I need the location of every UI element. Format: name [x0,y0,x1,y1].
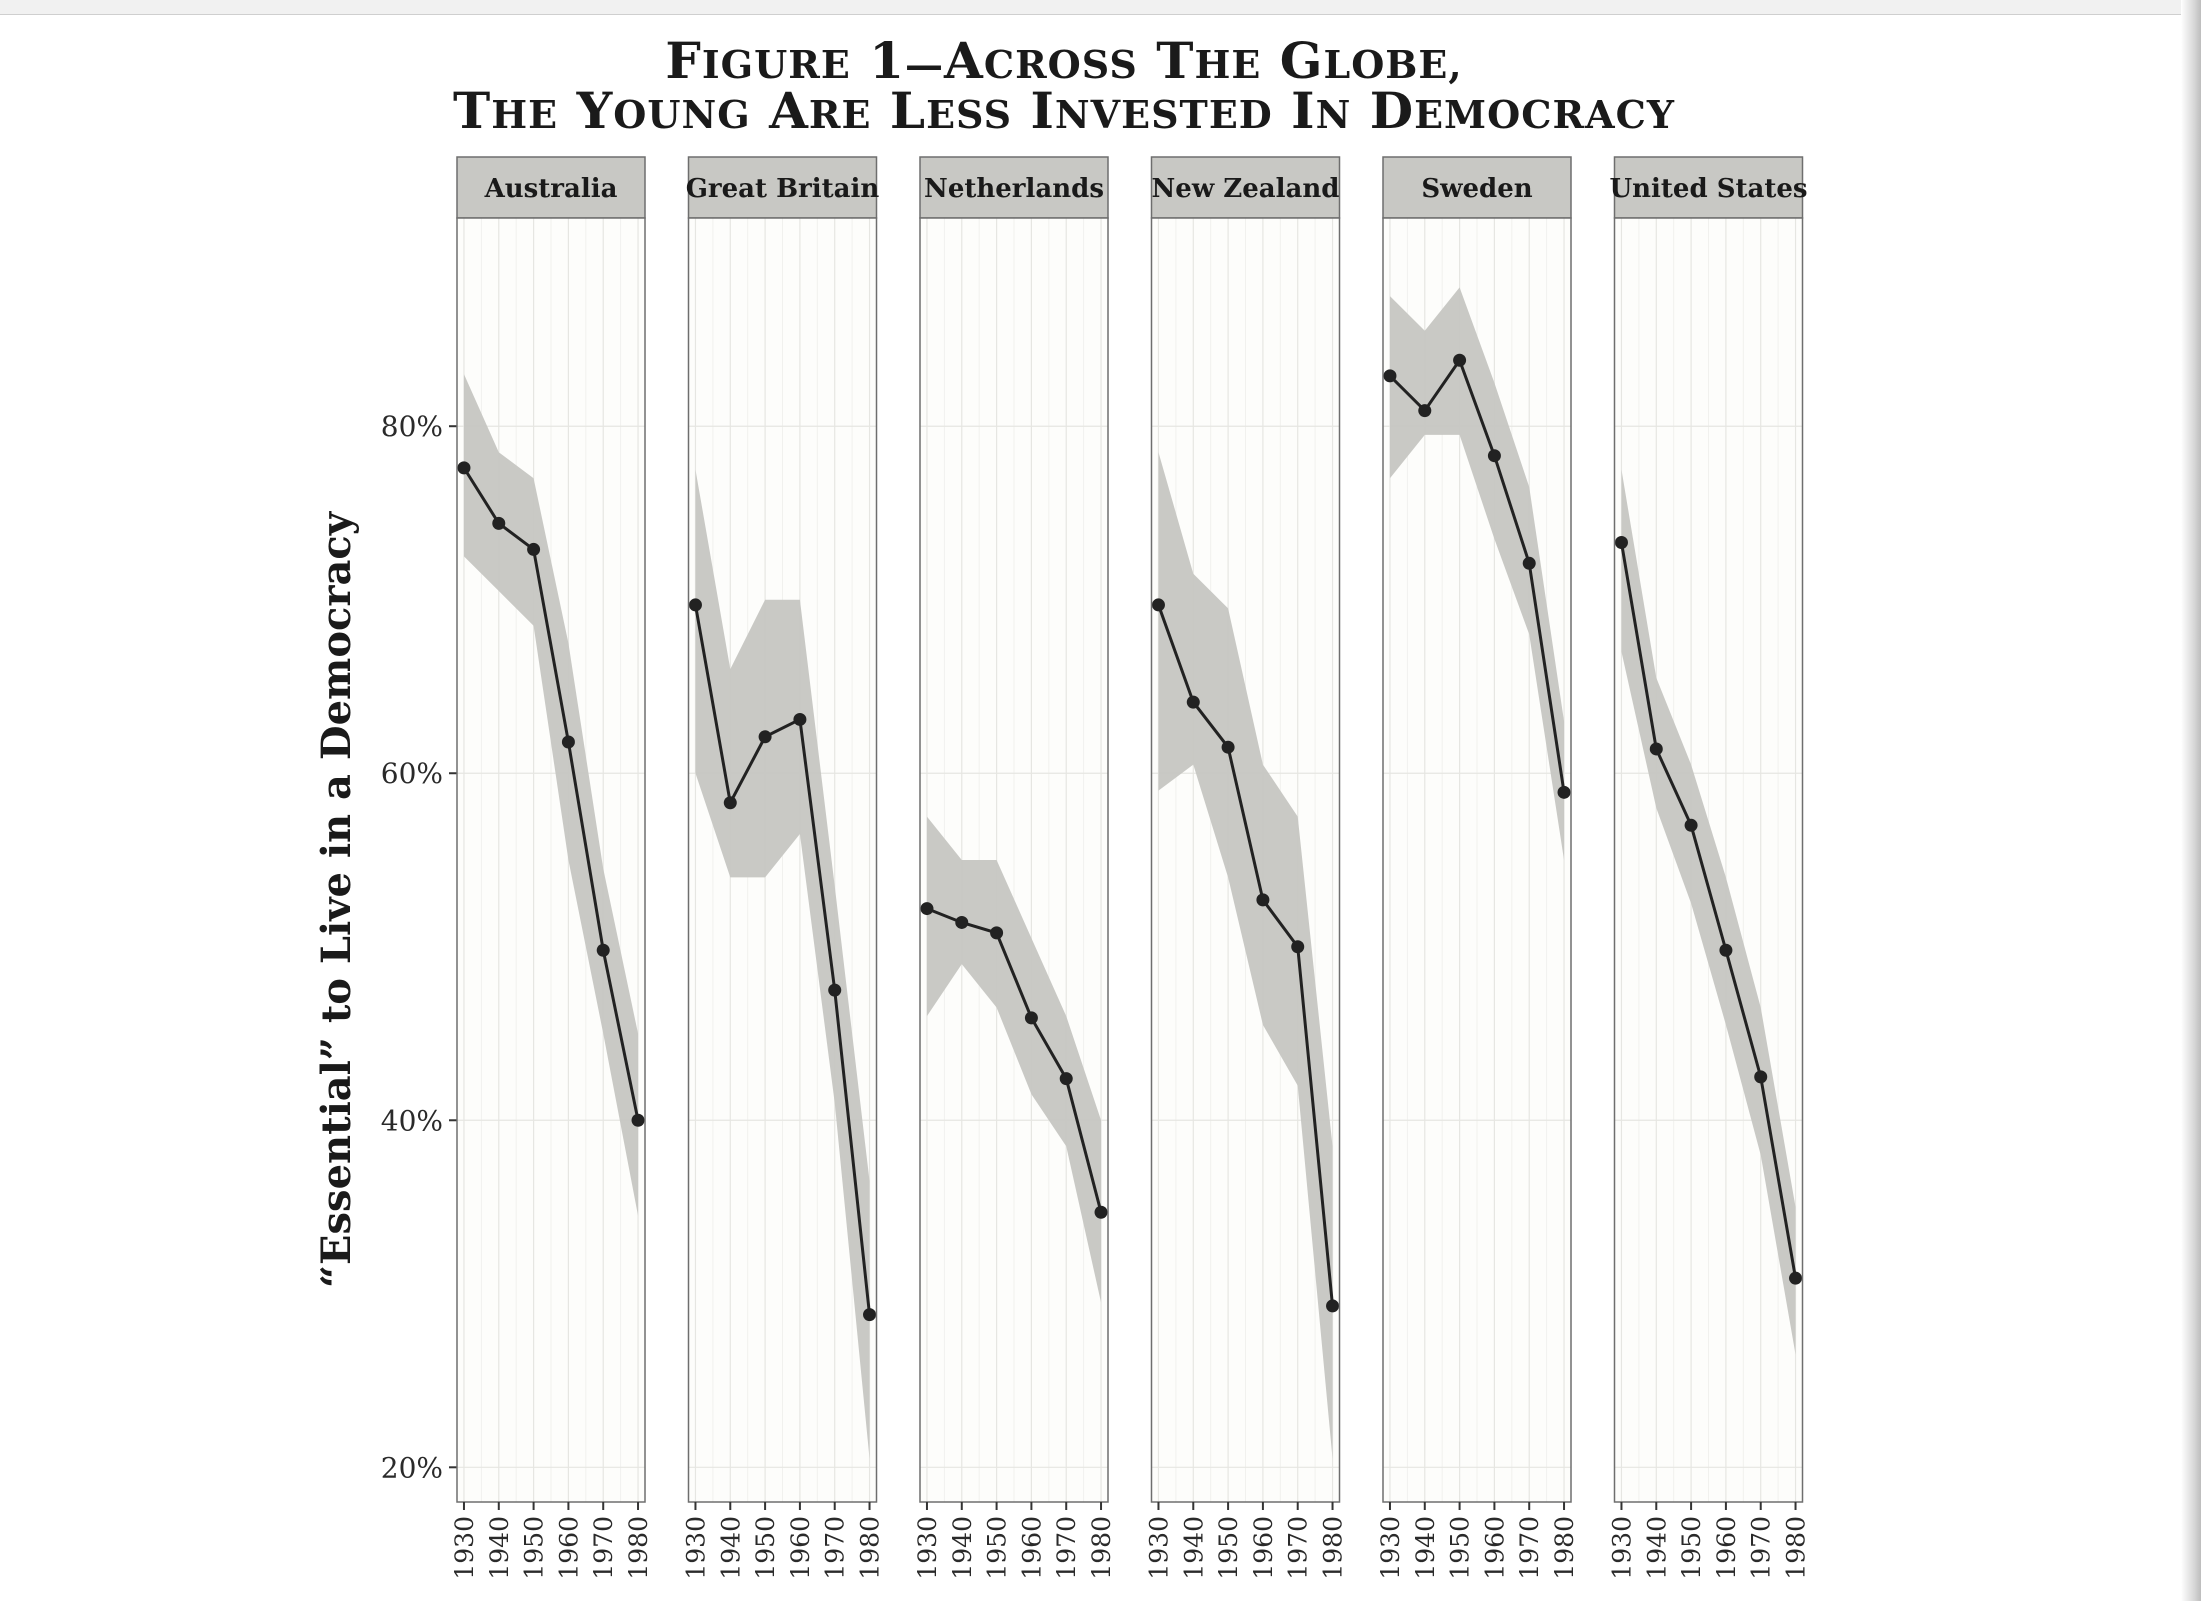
data-point [1719,944,1732,957]
panel-strip-label: Sweden [1421,174,1533,204]
data-point [632,1114,645,1127]
data-point [990,926,1003,939]
x-tick-label: 1950 [1445,1516,1475,1580]
data-point [759,730,772,743]
y-tick-label: 40% [380,1104,443,1138]
x-tick-label: 1940 [1642,1516,1672,1580]
y-axis [381,410,457,1484]
panel-new-zealand [1144,157,1347,1580]
x-tick-label: 1960 [1480,1516,1510,1580]
x-tick-label: 1960 [1248,1516,1278,1580]
x-tick-label: 1930 [1144,1516,1174,1580]
data-point [1558,786,1571,799]
x-tick-label: 1970 [1515,1516,1545,1580]
panel-netherlands [913,157,1116,1580]
x-tick-label: 1930 [681,1516,711,1580]
x-tick-label: 1960 [785,1516,815,1580]
x-tick-label: 1950 [1677,1516,1707,1580]
panel-strip-label: United States [1609,174,1808,204]
panel-strip-label: Netherlands [924,174,1104,204]
data-point [1025,1011,1038,1024]
data-point [1383,369,1396,382]
data-point [1650,742,1663,755]
chart-panels [450,157,1811,1580]
data-point [1326,1299,1339,1312]
x-tick-label: 1930 [1375,1516,1405,1580]
data-point [1187,696,1200,709]
data-point [828,984,841,997]
x-tick-label: 1950 [1214,1516,1244,1580]
x-tick-label: 1970 [820,1516,850,1580]
data-point [724,796,737,809]
x-tick-label: 1980 [624,1516,654,1580]
x-tick-label: 1960 [554,1516,584,1580]
x-tick-label: 1980 [1087,1516,1117,1580]
x-tick-label: 1940 [484,1516,514,1580]
data-point [1488,449,1501,462]
data-point [1256,893,1269,906]
x-tick-label: 1970 [589,1516,619,1580]
data-point [1152,598,1165,611]
panel-sweden [1376,157,1579,1580]
x-tick-label: 1930 [912,1516,942,1580]
x-tick-label: 1970 [1052,1516,1082,1580]
x-tick-label: 1960 [1017,1516,1047,1580]
data-point [793,713,806,726]
panel-strip-label: Australia [484,174,618,204]
data-point [1453,354,1466,367]
data-point [527,543,540,556]
y-axis-label: “Essential” to Live in a Democracy [313,512,360,1288]
panel-australia [450,157,653,1580]
x-tick-label: 1980 [855,1516,885,1580]
data-point [863,1308,876,1321]
data-point [1523,557,1536,570]
data-point [1754,1070,1767,1083]
panel-strip-label: Great Britain [685,174,880,204]
data-point [1222,741,1235,754]
data-point [955,916,968,929]
y-axis-label-group [313,510,360,1288]
data-point [562,736,575,749]
x-tick-label: 1940 [716,1516,746,1580]
x-tick-label: 1960 [1711,1516,1741,1580]
x-tick-label: 1930 [449,1516,479,1580]
x-tick-label: 1970 [1746,1516,1776,1580]
data-point [1418,404,1431,417]
data-point [689,598,702,611]
x-tick-label: 1950 [751,1516,781,1580]
panel-strip-label: New Zealand [1151,174,1340,204]
data-point [1291,940,1304,953]
data-point [457,461,470,474]
data-point [1615,536,1628,549]
y-tick-label: 20% [380,1451,443,1485]
x-tick-label: 1950 [519,1516,549,1580]
data-point [1060,1072,1073,1085]
data-point [1685,819,1698,832]
x-tick-label: 1940 [947,1516,977,1580]
x-tick-label: 1950 [982,1516,1012,1580]
data-point [1789,1272,1802,1285]
x-tick-label: 1940 [1410,1516,1440,1580]
x-tick-label: 1980 [1318,1516,1348,1580]
panel-great-britain [681,157,884,1580]
x-tick-label: 1980 [1781,1516,1811,1580]
data-point [492,517,505,530]
y-tick-label: 80% [380,410,443,444]
data-point [1095,1206,1108,1219]
chart-title-line-1: FIGURE 1—ACROSS THE GLOBE, [665,31,1463,90]
x-tick-label: 1940 [1179,1516,1209,1580]
data-point [920,902,933,915]
panel-united-states [1607,157,1810,1580]
y-tick-label: 60% [380,757,443,791]
chart-title-line-2: THE YOUNG ARE LESS INVESTED IN DEMOCRACY [453,81,1675,140]
x-tick-label: 1930 [1607,1516,1637,1580]
data-point [597,944,610,957]
x-tick-label: 1980 [1550,1516,1580,1580]
x-tick-label: 1970 [1283,1516,1313,1580]
